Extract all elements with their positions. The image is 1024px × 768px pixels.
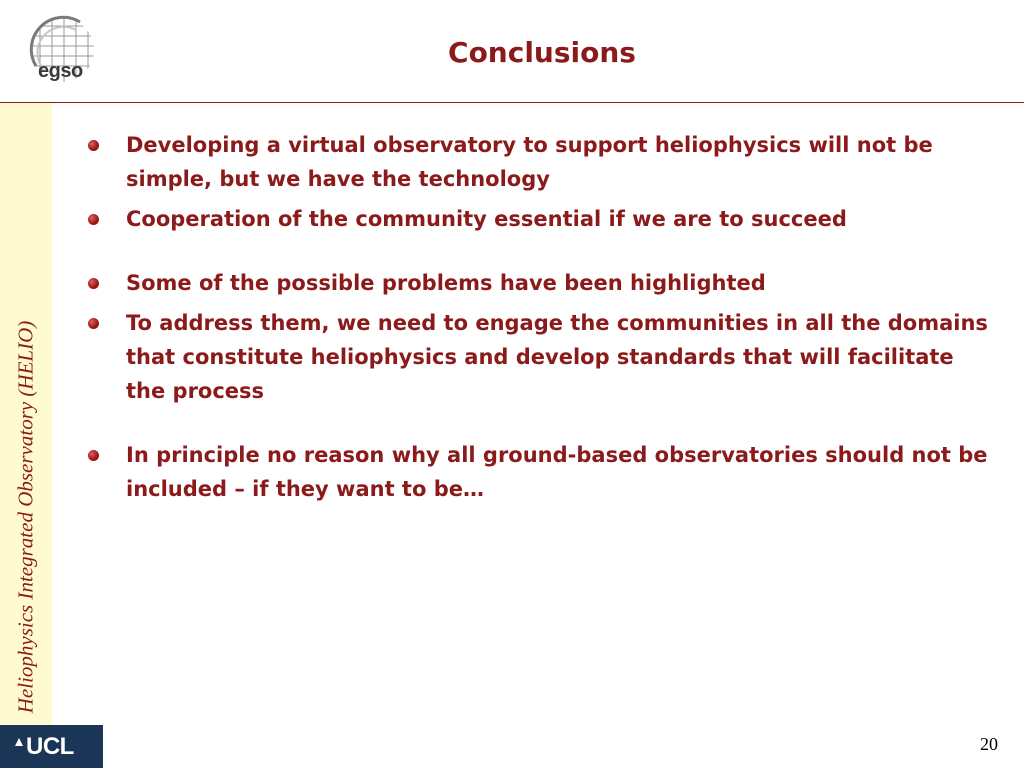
side-band: [0, 103, 52, 725]
list-item: [88, 266, 988, 300]
bullet-icon: [88, 214, 99, 225]
bullet-icon: [88, 318, 99, 329]
list-item: [88, 306, 988, 408]
list-item: [88, 128, 988, 196]
ucl-logo-text: UCL: [26, 733, 74, 760]
bullet-icon: [88, 450, 99, 461]
bullet-icon: [88, 140, 99, 151]
ucl-logo: [0, 725, 103, 768]
side-label: Heliophysics Integrated Observatory (HELIO): [13, 320, 38, 714]
page-number: 20: [980, 734, 998, 754]
page-title: Conclusions: [448, 36, 636, 69]
ucl-mark-icon: [15, 738, 23, 746]
bullet-list: [88, 128, 988, 506]
header-divider: [0, 102, 1024, 103]
list-item: [88, 438, 988, 506]
bullet-text: Developing a virtual observatory to support heliophysics will not be simple, but we have the technology: [126, 133, 933, 191]
logo-text: egso: [38, 60, 83, 82]
list-item: [88, 202, 988, 236]
bullet-text: Cooperation of the community essential if we are to succeed: [126, 207, 847, 231]
bullet-text: Some of the possible problems have been highlighted: [126, 271, 766, 295]
bullet-text: In principle no reason why all ground-based observatories should not be included – if they want to be…: [126, 443, 988, 501]
bullet-icon: [88, 278, 99, 289]
bullet-text: To address them, we need to engage the communities in all the domains that constitute heliophysics and develop standards that will facilitate the process: [126, 311, 988, 403]
